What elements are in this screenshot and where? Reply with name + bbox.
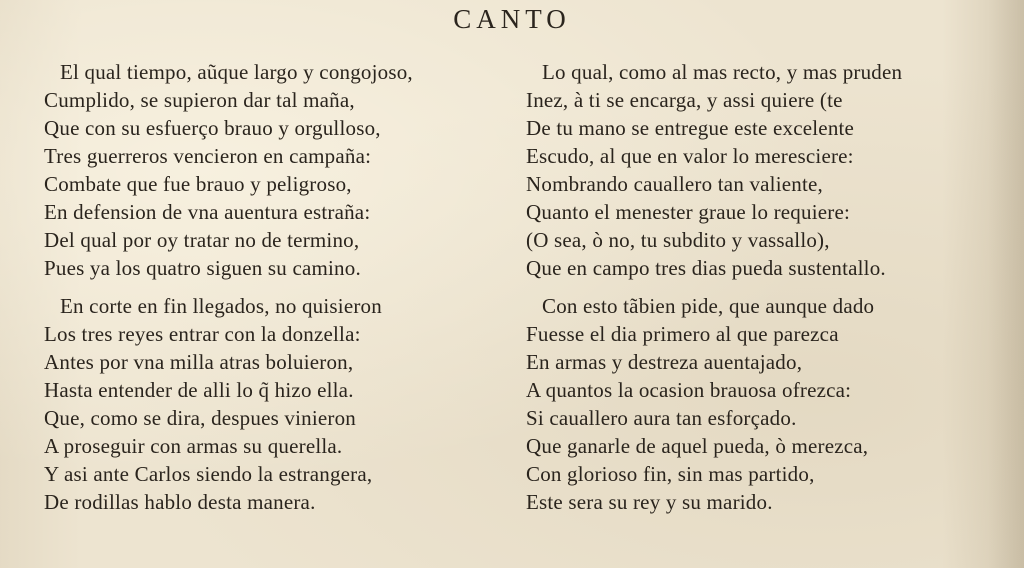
verse-line: Que, como se dira, despues vinieron [44, 406, 357, 430]
stanza-left-2 [44, 292, 534, 516]
verse-line: Este sera su rey y su marido. [526, 490, 773, 514]
left-column [44, 58, 534, 516]
right-column [526, 58, 1006, 516]
verse-line: Hasta entender de alli lo q̃ hizo ella. [44, 378, 354, 402]
verse-line: Fuesse el dia primero al que parezca [526, 322, 839, 346]
verse-line: Inez, à ti se encarga, y assi quiere (te [526, 88, 843, 112]
stanza-left-1 [44, 58, 534, 282]
verse-line: (O sea, ò no, tu subdito y vassallo), [526, 228, 830, 252]
verse-line: Que ganarle de aquel pueda, ò merezca, [526, 434, 869, 458]
verse-line: De rodillas hablo desta manera. [44, 490, 316, 514]
verse-line: Y asi ante Carlos siendo la estrangera, [44, 462, 373, 486]
verse-line: De tu mano se entregue este excelente [526, 116, 855, 140]
verse-line: Pues ya los quatro siguen su camino. [44, 256, 361, 280]
verse-line: En defension de vna auentura estraña: [44, 200, 371, 224]
stanza-right-1 [526, 58, 1006, 282]
verse-line: En corte en fin llegados, no quisieron [60, 294, 382, 318]
running-head: CANTO [453, 4, 571, 34]
verse-line: A quantos la ocasion brauosa ofrezca: [526, 378, 852, 402]
verse-line: Antes por vna milla atras boluieron, [44, 350, 354, 374]
verse-line: Escudo, al que en valor lo meresciere: [526, 144, 854, 168]
stanza-right-2 [526, 292, 1006, 516]
verse-line: Quanto el menester graue lo requiere: [526, 200, 851, 224]
verse-line: Tres guerreros vencieron en campaña: [44, 144, 372, 168]
verse-line: En armas y destreza auentajado, [526, 350, 803, 374]
verse-line: A proseguir con armas su querella. [44, 434, 343, 458]
verse-line: Que con su esfuerço brauo y orgulloso, [44, 116, 381, 140]
verse-line: Los tres reyes entrar con la donzella: [44, 322, 361, 346]
verse-line: El qual tiempo, aũque largo y congojoso, [60, 60, 413, 84]
verse-line: Lo qual, como al mas recto, y mas pruden [542, 60, 903, 84]
verse-line: Del qual por oy tratar no de termino, [44, 228, 360, 252]
verse-line: Nombrando cauallero tan valiente, [526, 172, 823, 196]
verse-line: Combate que fue brauo y peligroso, [44, 172, 352, 196]
verse-line: Que en campo tres dias pueda sustentallo. [526, 256, 886, 280]
verse-line: Cumplido, se supieron dar tal maña, [44, 88, 355, 112]
verse-line: Si cauallero aura tan esforçado. [526, 406, 797, 430]
verse-line: Con esto tãbien pide, que aunque dado [542, 294, 875, 318]
verse-line: Con glorioso fin, sin mas partido, [526, 462, 815, 486]
